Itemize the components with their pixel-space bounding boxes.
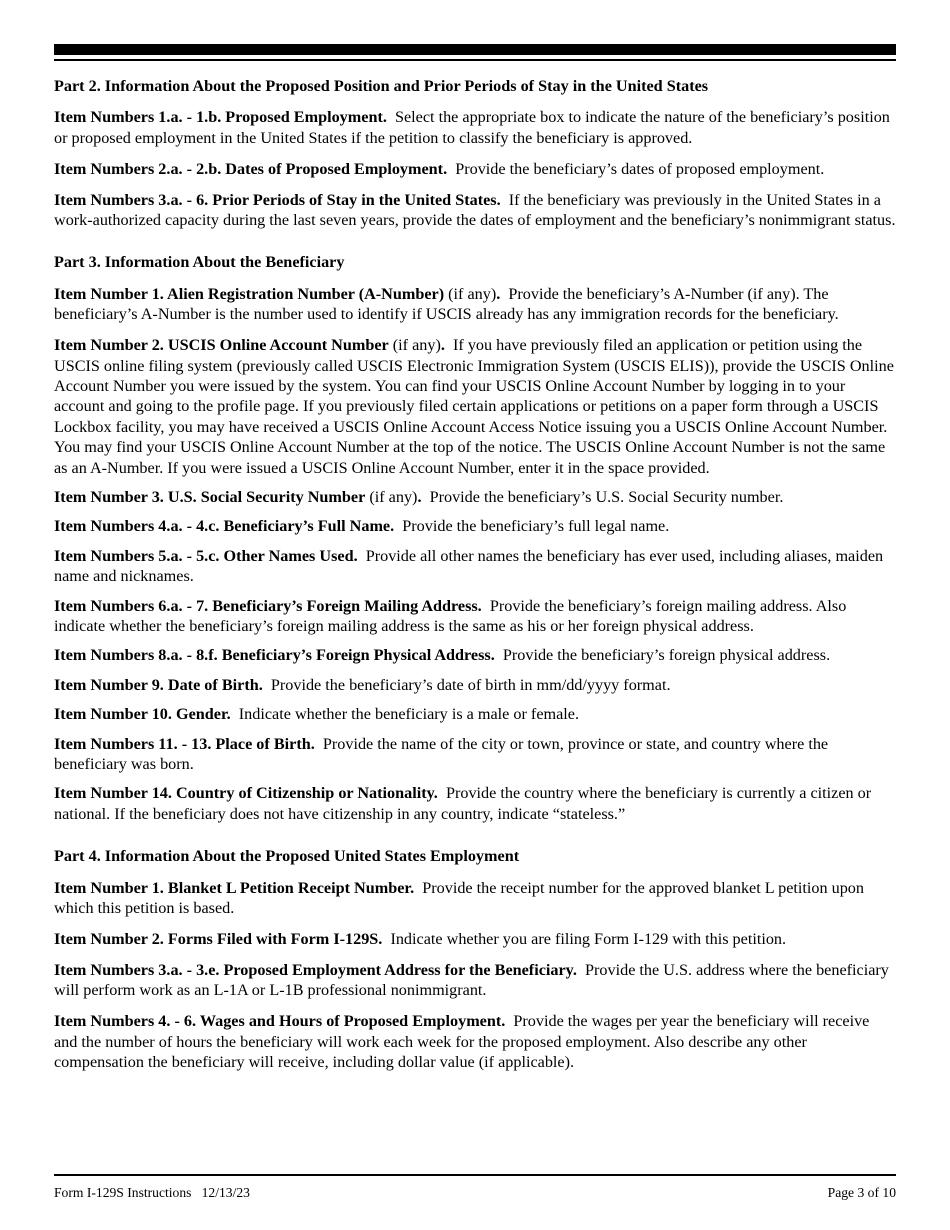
- item-label: Item Number 3. U.S. Social Security Number: [54, 488, 366, 506]
- item-label-period: .: [417, 488, 422, 506]
- item-label: Item Numbers 1.a. - 1.b. Proposed Employment.: [54, 108, 387, 127]
- item-label: Item Number 10. Gender.: [54, 705, 231, 724]
- item-body: Provide the country where the beneficiary is currently a citizen or national. If the beneficiary does not have citizenship in any country, indicate “stateless.”: [54, 784, 872, 823]
- part-3-item-14: [54, 783, 896, 824]
- footer-page-number: Page 3 of 10: [827, 1185, 896, 1200]
- item-label: Item Numbers 5.a. - 5.c. Other Names Used.: [54, 546, 358, 565]
- part-3-heading: Part 3. Information About the Beneficiary: [54, 253, 345, 272]
- item-body: Provide the beneficiary’s foreign physical address.: [502, 646, 831, 665]
- item-label-qualifier: (if any): [365, 488, 418, 506]
- item-body: Provide the U.S. address where the beneficiary will perform work as an L-1A or L-1B professional nonimmigrant.: [54, 960, 889, 1000]
- item-label: Item Numbers 3.a. - 6. Prior Periods of Stay in the United States.: [54, 190, 501, 209]
- part-4-item-4-6: [54, 1011, 896, 1072]
- part-4-item-1: [54, 878, 896, 919]
- item-label-period: .: [440, 336, 445, 355]
- item-body: If the beneficiary was previously in the United States in a work-authorized capacity during the last seven years, provide the dates of employment and the beneficiary’s nonimmigrant status.: [54, 190, 896, 230]
- part-3-item-3: [54, 487, 896, 507]
- item-body: Provide the beneficiary’s A-Number (if any). The beneficiary’s A-Number is the number used to identify if USCIS already has any immigration records for the beneficiary.: [54, 284, 839, 324]
- document-body: [54, 76, 896, 1072]
- footer-form-identifier: Form I-129S Instructions 12/13/23: [54, 1185, 250, 1200]
- part-4-item-2: [54, 929, 896, 949]
- item-body: Select the appropriate box to indicate the nature of the beneficiary’s position or proposed employment in the United States if the petition to classify the beneficiary is approved.: [54, 108, 890, 147]
- part-3-item-9: [54, 675, 896, 695]
- item-label: Item Numbers 8.a. - 8.f. Beneficiary’s Foreign Physical Address.: [54, 646, 495, 665]
- item-body: Provide the beneficiary’s full legal name.: [402, 517, 670, 536]
- item-label: Item Numbers 2.a. - 2.b. Dates of Proposed Employment.: [54, 159, 448, 178]
- part-3-item-8a-8f: [54, 645, 896, 665]
- item-body: Provide the beneficiary’s foreign mailing address. Also indicate whether the beneficiary’s foreign mailing address is the same as his or her foreign physical address.: [54, 596, 847, 636]
- item-body: Provide the beneficiary’s U.S. Social Security number.: [429, 488, 784, 506]
- part-3-item-11-13: [54, 734, 896, 775]
- part-3-item-1: [54, 284, 896, 325]
- part-3-item-10: [54, 704, 896, 724]
- item-label: Item Numbers 11. - 13. Place of Birth.: [54, 734, 315, 753]
- item-label-qualifier: (if any): [444, 284, 497, 303]
- item-body: Indicate whether you are filing Form I-129 with this petition.: [390, 930, 787, 948]
- page-footer: [54, 1184, 896, 1201]
- part-2-item-3a-6: [54, 190, 896, 231]
- item-body: Provide all other names the beneficiary has ever used, including aliases, maiden name and nicknames.: [54, 546, 884, 586]
- item-label: Item Number 1. Blanket L Petition Receipt Number.: [54, 878, 415, 897]
- item-body: Provide the wages per year the beneficiary will receive and the number of hours the beneficiary will work each week for the proposed employment. Also describe any other compensation the beneficiary will receive, including dollar value (if applicable).: [54, 1012, 870, 1072]
- item-body: If you have previously filed an application or petition using the USCIS online filing system (previously called USCIS Electronic Immigration System (USCIS ELIS)), provide the USCIS Online Account Number you were issued by the system. You can find your USCIS Online Account Number by logging in to your account and going to the profile page. If you previously filed certain applications or petitions on a paper form through a USCIS Lockbox facility, you may have received a USCIS Online Account Access Notice issuing you a USCIS Online Account Number. You may find your USCIS Online Account Number at the top of the notice. The USCIS Online Account Number is not the same as an A-Number. If you were issued a USCIS Online Account Number, enter it in the space provided.: [54, 336, 894, 477]
- header-thin-rule: [54, 59, 896, 61]
- item-label: Item Numbers 4.a. - 4.c. Beneficiary’s Full Name.: [54, 517, 395, 536]
- item-body: Provide the beneficiary’s dates of proposed employment.: [455, 159, 825, 178]
- item-label: Item Numbers 6.a. - 7. Beneficiary’s Foreign Mailing Address.: [54, 596, 482, 615]
- item-body: Provide the beneficiary’s date of birth in mm/dd/yyyy format.: [270, 675, 671, 694]
- item-label: Item Numbers 3.a. - 3.e. Proposed Employment Address for the Beneficiary.: [54, 960, 577, 979]
- item-label-period: .: [496, 284, 501, 303]
- part-4-heading: Part 4. Information About the Proposed United States Employment: [54, 847, 520, 866]
- item-label: Item Number 14. Country of Citizenship or Nationality.: [54, 784, 438, 803]
- item-label: Item Number 9. Date of Birth.: [54, 675, 263, 694]
- part-3-item-2: [54, 335, 896, 478]
- header-black-bar: [54, 44, 896, 55]
- part-2-item-2a-2b: [54, 159, 896, 179]
- item-body: Provide the name of the city or town, province or state, and country where the beneficiary was born.: [54, 734, 829, 774]
- part-2-heading: Part 2. Information About the Proposed Position and Prior Periods of Stay in the United States: [54, 77, 709, 95]
- part-3-item-5a-5c: [54, 546, 896, 587]
- item-body: Provide the receipt number for the approved blanket L petition upon which this petition is based.: [54, 878, 864, 918]
- part-2-item-1a-1b: [54, 107, 896, 148]
- footer-rule: [54, 1174, 896, 1176]
- item-label: Item Number 1. Alien Registration Number (A-Number): [54, 284, 445, 303]
- item-label: Item Number 2. Forms Filed with Form I-129S.: [54, 930, 383, 948]
- item-label-qualifier: (if any): [388, 336, 441, 355]
- part-3-item-6a-7: [54, 596, 896, 637]
- part-3-item-4a-4c: [54, 516, 896, 536]
- part-4-item-3a-3e: [54, 960, 896, 1001]
- item-label: Item Number 2. USCIS Online Account Number: [54, 336, 389, 355]
- page-header-rules: [54, 44, 896, 61]
- item-label: Item Numbers 4. - 6. Wages and Hours of Proposed Employment.: [54, 1012, 506, 1031]
- item-body: Indicate whether the beneficiary is a male or female.: [238, 705, 580, 724]
